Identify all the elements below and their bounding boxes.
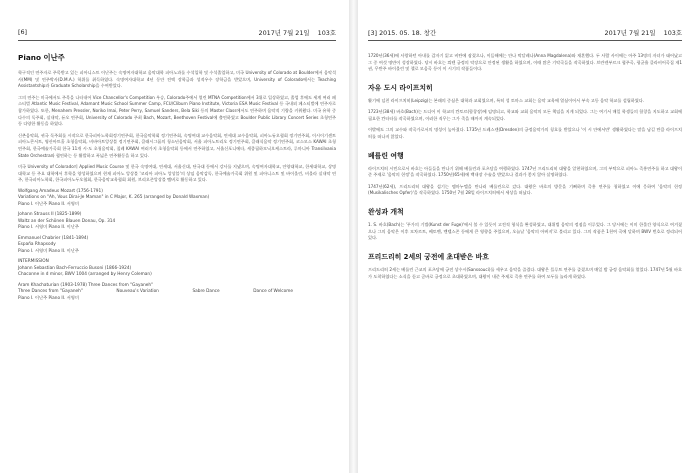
section-heading: 베를린 여행 xyxy=(368,151,404,160)
bio-paragraph: 그의 연주는 미국에서도 주목을 나타내어 Vice Chancellor's Competition 우승, Colorado주에서 열린 MTNA Competition에서 3위로 입상하였고, 졸업 후에도 세계 여러 페스티벌 Atlantic Music Festival, Adamant Music School Summer Camp, FCU/Cliburn Piano Institute, Victoria ESA Music Festival 등 국내외 페스티벌에 연주자로 참가하였다. 또한, Menahem Pressler, Noriko Imai, Peter Perry, Samuel Sanders, Bela Siki 등의 Master Class에서도 연주하며 음악적 기량을 키워왔다. 미국 유학 중 다수의 독주회, 실내악, 듀오 연주회, University of Colorado 주최 Bach, Mozart, Beethoven Festival에 출연하였고 Boulder Public Library Concert Series 초청연주 등 다양한 활동을 하였다. xyxy=(18,94,336,127)
page-gutter xyxy=(349,0,358,473)
right-header-date: 2017년 7월 21일 xyxy=(604,29,656,37)
left-header-page: [6] xyxy=(18,28,28,36)
section-paragraph: 이밖에도 그의 교수와 작곡가로서의 명성이 높아졌다. 1735년 드레스덴(Dresden)의 궁정음악가의 칭호를 받았으나 '이 시 안에서만' 생활하였다는 말을 남길 만큼 라이프치히를 떠나지 않았다. xyxy=(368,127,682,139)
program-line: Piano I. 서영미 Piano II. 이난주 xyxy=(18,248,79,254)
right-header-issue: [3] 2015. 05. 18. 창간 xyxy=(368,29,437,37)
section-paragraph: 1747년(62세), 프리드리히 대왕을 섬기는 엠마누엘을 만나러 베를린으로 갔다. 대왕은 바흐의 방문을 기뻐하며 즉흥 연주를 청하였고 이에 응하여 '음악의 헌정(Musikalisches Opfer)'을 작곡하였다. 1750년 7월 28일 라이프치히에서 세상을 떠났다. xyxy=(368,183,682,196)
intro-paragraph: 1720년(36세)에 사랑하던 아내를 갑자기 잃고 비탄에 잠겼으나, 이듬해에는 안나 막달레나(Anna Magdalena)와 재혼했다. 두 사람 사이에는 아주 13명의 자녀가 태어났고 그 중 여섯 명만이 성장하였다. 당시 바흐는 쾨텐 궁정의 악장으로 안정된 생활을 하였으며, 이때 많은 기악곡들을 작곡하였다. 브란덴부르크 협주곡, 평균율 클라비어곡집 제1권, 무반주 바이올린 및 첼로 모음곡 등이 이 시기의 작품들이다. xyxy=(368,53,682,72)
right-header-meta xyxy=(599,28,682,37)
dance-item: Nouveau's Variation xyxy=(116,289,159,295)
program-line: Emmanuel Chabrier (1841-1894) xyxy=(18,235,89,241)
left-header xyxy=(18,28,336,41)
program-line: Piano I. 이난주 Piano II. 서영미 xyxy=(18,296,79,302)
program-line: INTERMISSION xyxy=(18,259,49,265)
program-line: Aram Khachaturian (1903-1978) Three Dances from "Gayaneh" xyxy=(18,282,154,288)
dance-item: Sabre Dance xyxy=(192,289,220,295)
program-line: Johann Sebastian Bach-Ferruccio Busoni (1866-1924) xyxy=(18,265,132,271)
program-line: Variations on "Ah, Vous Dirai-Je Maman" in C Major, K. 265 (arranged by Donald Waxman) xyxy=(18,195,210,201)
program-item xyxy=(18,259,336,279)
section-heading: 프리드리히 2세의 궁전에 초대받은 바흐 xyxy=(368,253,489,262)
program-item xyxy=(18,283,336,303)
left-header-number: 103호 xyxy=(317,29,336,37)
section-paragraph: 프리드리히 2세는 베를린 근교의 포츠담에 궁전 상수시(Sanssouci)를 세우고 음악을 즐겼다. 대왕은 플루트 연주를 즐겼으며 매일 밤 궁정 음악회를 열었다. 1747년 5월 바흐가 도착하였다는 소식을 듣고 곧바로 궁정으로 초대하였으며, 대왕이 내준 주제로 즉흥 연주를 하여 모두를 놀라게 하였다. xyxy=(368,267,682,279)
program-line: Waltz an der Schönen Blauen Donau, Op. 314 xyxy=(18,218,116,224)
program-line: Chaconne in d minor, BWV 1004 (arranged by Henry Coleman) xyxy=(18,272,152,278)
section-paragraph: 라이프치히 시민으로서 바흐는 아들들을 만나기 위해 베를린과 포츠담을 여행하였다. 1747년 프리드리히 대왕을 알현하였으며, 그의 부탁으로 피아노 즉흥연주를 하고 대왕이 준 주제로 '음악의 헌정'을 작곡하였다. 1750년(65세)에 백내장 수술을 받았으나 결과가 좋지 않아 실명하였다. xyxy=(368,165,682,178)
left-header-meta xyxy=(253,28,336,37)
program-line: Johann Strauss II (1825-1899) xyxy=(18,212,82,218)
bio-paragraph: 신촌음악회, 귀국 독주회를 시작으로 한국피아노학회정기연주회, 한국음악학회 정기연주회, 숙명여대 교수음악회, 연세대 교수음악회, 피아노듀오협회 정기연주회, 이시이기센트피아노콘서트, 영산아트홀 초청음악회, 비바아트앙상블 정기연주회, 클래시그룹의 청소년음악회, 서울 피아노트리오 정기연주회, 클래식음악 정기연주회, 코스모스 KAWAI 초청연주회, 한국예술가곡회 한국 11개 시·도 초청음악회, 칠레 KAWAI 여러가지 초청음악회 등에서 연주하였고, 서울신포니에타, 세종필하모닉오케스트라, 루마니아 Transilvania State Orchestra와 협연하는 등 활발하고 폭넓은 연주활동을 하고 있다. xyxy=(18,132,336,158)
program-line: Wolfgang Amadeus Mozart (1756-1791) xyxy=(18,188,103,194)
section-paragraph: 1. S. 바흐(Bach)는 '푸가의 기법(Kunst der Fuge)'에서 볼 수 있듯이 고전적 형식을 완성하였고, 대위법 음악의 정점을 이루었다. 그 당시에는 이미 한물간 양식으로 여겨졌으나 그의 음악은 이후 모차르트, 베토벤, 멘델스존 등에게 큰 영향을 주었으며, 오늘날 '음악의 아버지'로 불리고 있다. 그의 작품은 1천여 곡에 달하며 BWV 번호로 정리되어 있다. xyxy=(368,221,682,241)
left-header-date: 2017년 7월 21일 xyxy=(258,29,310,37)
program-item xyxy=(18,212,336,232)
pianist-title: Piano 이난주 xyxy=(18,53,65,62)
dance-item: Three Dances from "Gayaneh" xyxy=(18,289,83,295)
section-paragraph: 1723년(38세) 바흐(Bach)는 드디어 이 학교의 칸토르(합창장)에 임명되고, 학교와 교회 음악의 모든 책임을 지게 되었다. 그는 여기서 매일 학생들의 합창을 지도하고 교회에 필요한 칸타타를 작곡하였으며, 이러한 직무는 그가 죽을 때까지 계속되었다. xyxy=(368,109,682,122)
program-line: Piano I. 서영미 Piano II. 이난주 xyxy=(18,225,79,231)
right-page xyxy=(358,0,700,473)
program-item xyxy=(18,189,336,209)
bio-paragraph: 미국 University of Colorado의 Applied Music Course 및 한국 숙명여대, 연세대, 서울신대, 단국대 등에서 강사를 지냈으며, 숙명여자대학교, 안양대학교, 한세대학교, 상명대학교 등 주요 대학에서 후학을 양성하였으며 현재 피아노 앙상블 '코리아 피아노 앙상블'의 상임 음악감독, 한국예술가곡회 위원 및 피아니스트 및 바이올린, 비올라 실내악 연주, 한국피아노학회, 한국피아노두오협회, 한국음악교육협회 회원, 브리오존앙상블 멤버로 활동하고 있다. xyxy=(18,163,336,183)
dance-item: Dance of Welcome xyxy=(253,289,293,295)
right-header xyxy=(368,28,682,41)
program-line: Piano I. 이난주 Piano II. 서영미 xyxy=(18,201,79,207)
program-item xyxy=(18,236,336,256)
section-heading: 완성과 개척 xyxy=(368,207,404,216)
bio-paragraph: 학구적인 연주자로 주목받고 있는 피아니스트 이난주는 숙명여자대학교 음악대학 피아노과를 수석입학 및 수석졸업하고, 미국 University of Colorado at Boulder에서 음악석사(MM) 및 연주박사(D.M.A.) 학위를 취득하였다. 숙명여자대학교 4년 동안 전액 장학금과 성적우수 장학금을 받았으며, University of Colorado에서는 Teaching Assistantship과 Graduate Scholarship을 수여받았다. xyxy=(18,70,336,89)
section-heading: 자유 도시 라이프치히 xyxy=(368,84,433,93)
program-line: España Rhapsody xyxy=(18,242,56,248)
section-paragraph: 활기에 넘친 라이프치히(Leipzig)는 본래의 중심은 대학과 교회였으며, 특히 성 토마스 교회는 음악 교육에 열심이어서 부속 고등 음악 학교를 설립하였다. xyxy=(368,98,645,104)
right-header-number: 103호 xyxy=(663,29,682,37)
